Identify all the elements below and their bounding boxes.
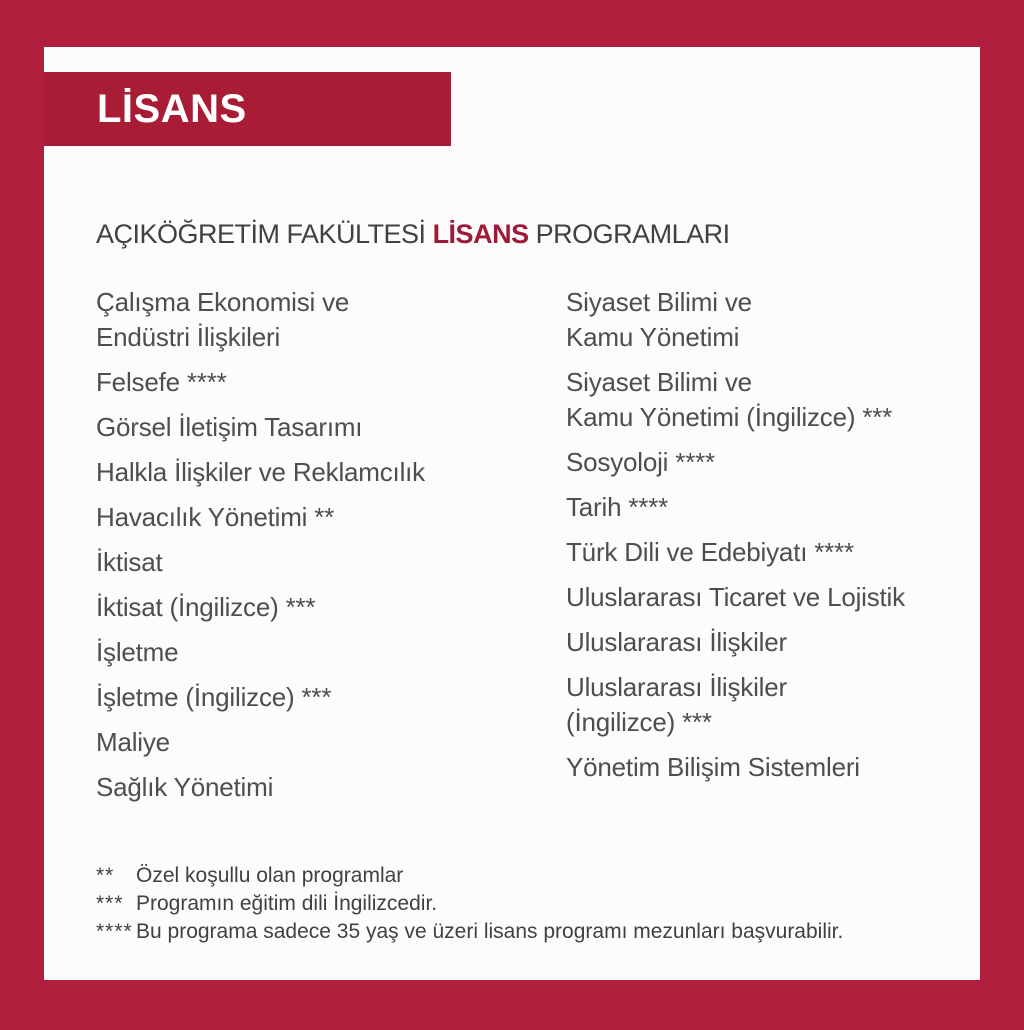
program-item: [566, 285, 976, 355]
program-line: Çalışma Ekonomisi ve: [96, 287, 350, 317]
program-item: [96, 770, 536, 805]
program-line: (İngilizce) ***: [566, 707, 712, 737]
program-item: [96, 365, 536, 400]
program-line: Havacılık Yönetimi **: [96, 502, 335, 532]
program-line: İşletme (İngilizce) ***: [96, 682, 332, 712]
program-item: [96, 410, 536, 445]
content-area: [44, 47, 980, 980]
page-title-highlight: LİSANS: [432, 219, 529, 249]
program-line: Sosyoloji ****: [566, 447, 715, 477]
program-line: Görsel İletişim Tasarımı: [96, 412, 363, 442]
footnote-text: Programın eğitim dili İngilizcedir.: [136, 892, 438, 915]
program-item: [566, 625, 976, 660]
footnote-marker: ***: [96, 892, 124, 915]
program-line: Sağlık Yönetimi: [96, 772, 274, 802]
program-item: [96, 455, 536, 490]
page-title: [96, 219, 730, 250]
program-line: Siyaset Bilimi ve: [566, 287, 752, 317]
program-line: Felsefe ****: [96, 367, 227, 397]
program-item: [566, 535, 976, 570]
lisans-banner: [44, 72, 451, 146]
program-line: Uluslararası İlişkiler: [566, 627, 787, 657]
program-line: Siyaset Bilimi ve: [566, 367, 752, 397]
program-list-right: [566, 285, 976, 795]
program-line: Uluslararası İlişkiler: [566, 672, 787, 702]
footnote-marker: **: [96, 864, 115, 887]
program-item: [566, 670, 976, 740]
program-line: Maliye: [96, 727, 170, 757]
footnote-row: [96, 862, 936, 890]
program-line: İktisat: [96, 547, 163, 577]
footnote-row: [96, 890, 936, 918]
footnote-text: Bu programa sadece 35 yaş ve üzeri lisans programı mezunları başvurabilir.: [136, 920, 844, 943]
program-item: [566, 490, 976, 525]
program-item: [96, 590, 536, 625]
footnotes: [96, 862, 936, 946]
program-item: [566, 750, 976, 785]
program-item: [96, 635, 536, 670]
program-item: [96, 725, 536, 760]
program-item: [566, 580, 976, 615]
program-line: Kamu Yönetimi: [566, 322, 740, 352]
banner-label: LİSANS: [97, 86, 247, 131]
program-item: [96, 680, 536, 715]
page-title-prefix: AÇIKÖĞRETİM FAKÜLTESİ: [96, 219, 433, 249]
footnote-marker: ****: [96, 920, 133, 943]
program-line: İşletme: [96, 637, 179, 667]
footnote-text: Özel koşullu olan programlar: [136, 864, 404, 887]
program-line: Endüstri İlişkileri: [96, 322, 281, 352]
program-line: Yönetim Bilişim Sistemleri: [566, 752, 860, 782]
footnote-row: [96, 918, 936, 946]
program-line: Kamu Yönetimi (İngilizce) ***: [566, 402, 893, 432]
page-title-suffix: PROGRAMLARI: [528, 219, 730, 249]
program-item: [566, 365, 976, 435]
program-item: [96, 500, 536, 535]
program-item: [566, 445, 976, 480]
program-line: Uluslararası Ticaret ve Lojistik: [566, 582, 905, 612]
program-item: [96, 545, 536, 580]
program-line: Türk Dili ve Edebiyatı ****: [566, 537, 854, 567]
program-line: Halkla İlişkiler ve Reklamcılık: [96, 457, 425, 487]
program-line: İktisat (İngilizce) ***: [96, 592, 316, 622]
program-item: [96, 285, 536, 355]
program-line: Tarih ****: [566, 492, 669, 522]
program-list-left: [96, 285, 536, 815]
